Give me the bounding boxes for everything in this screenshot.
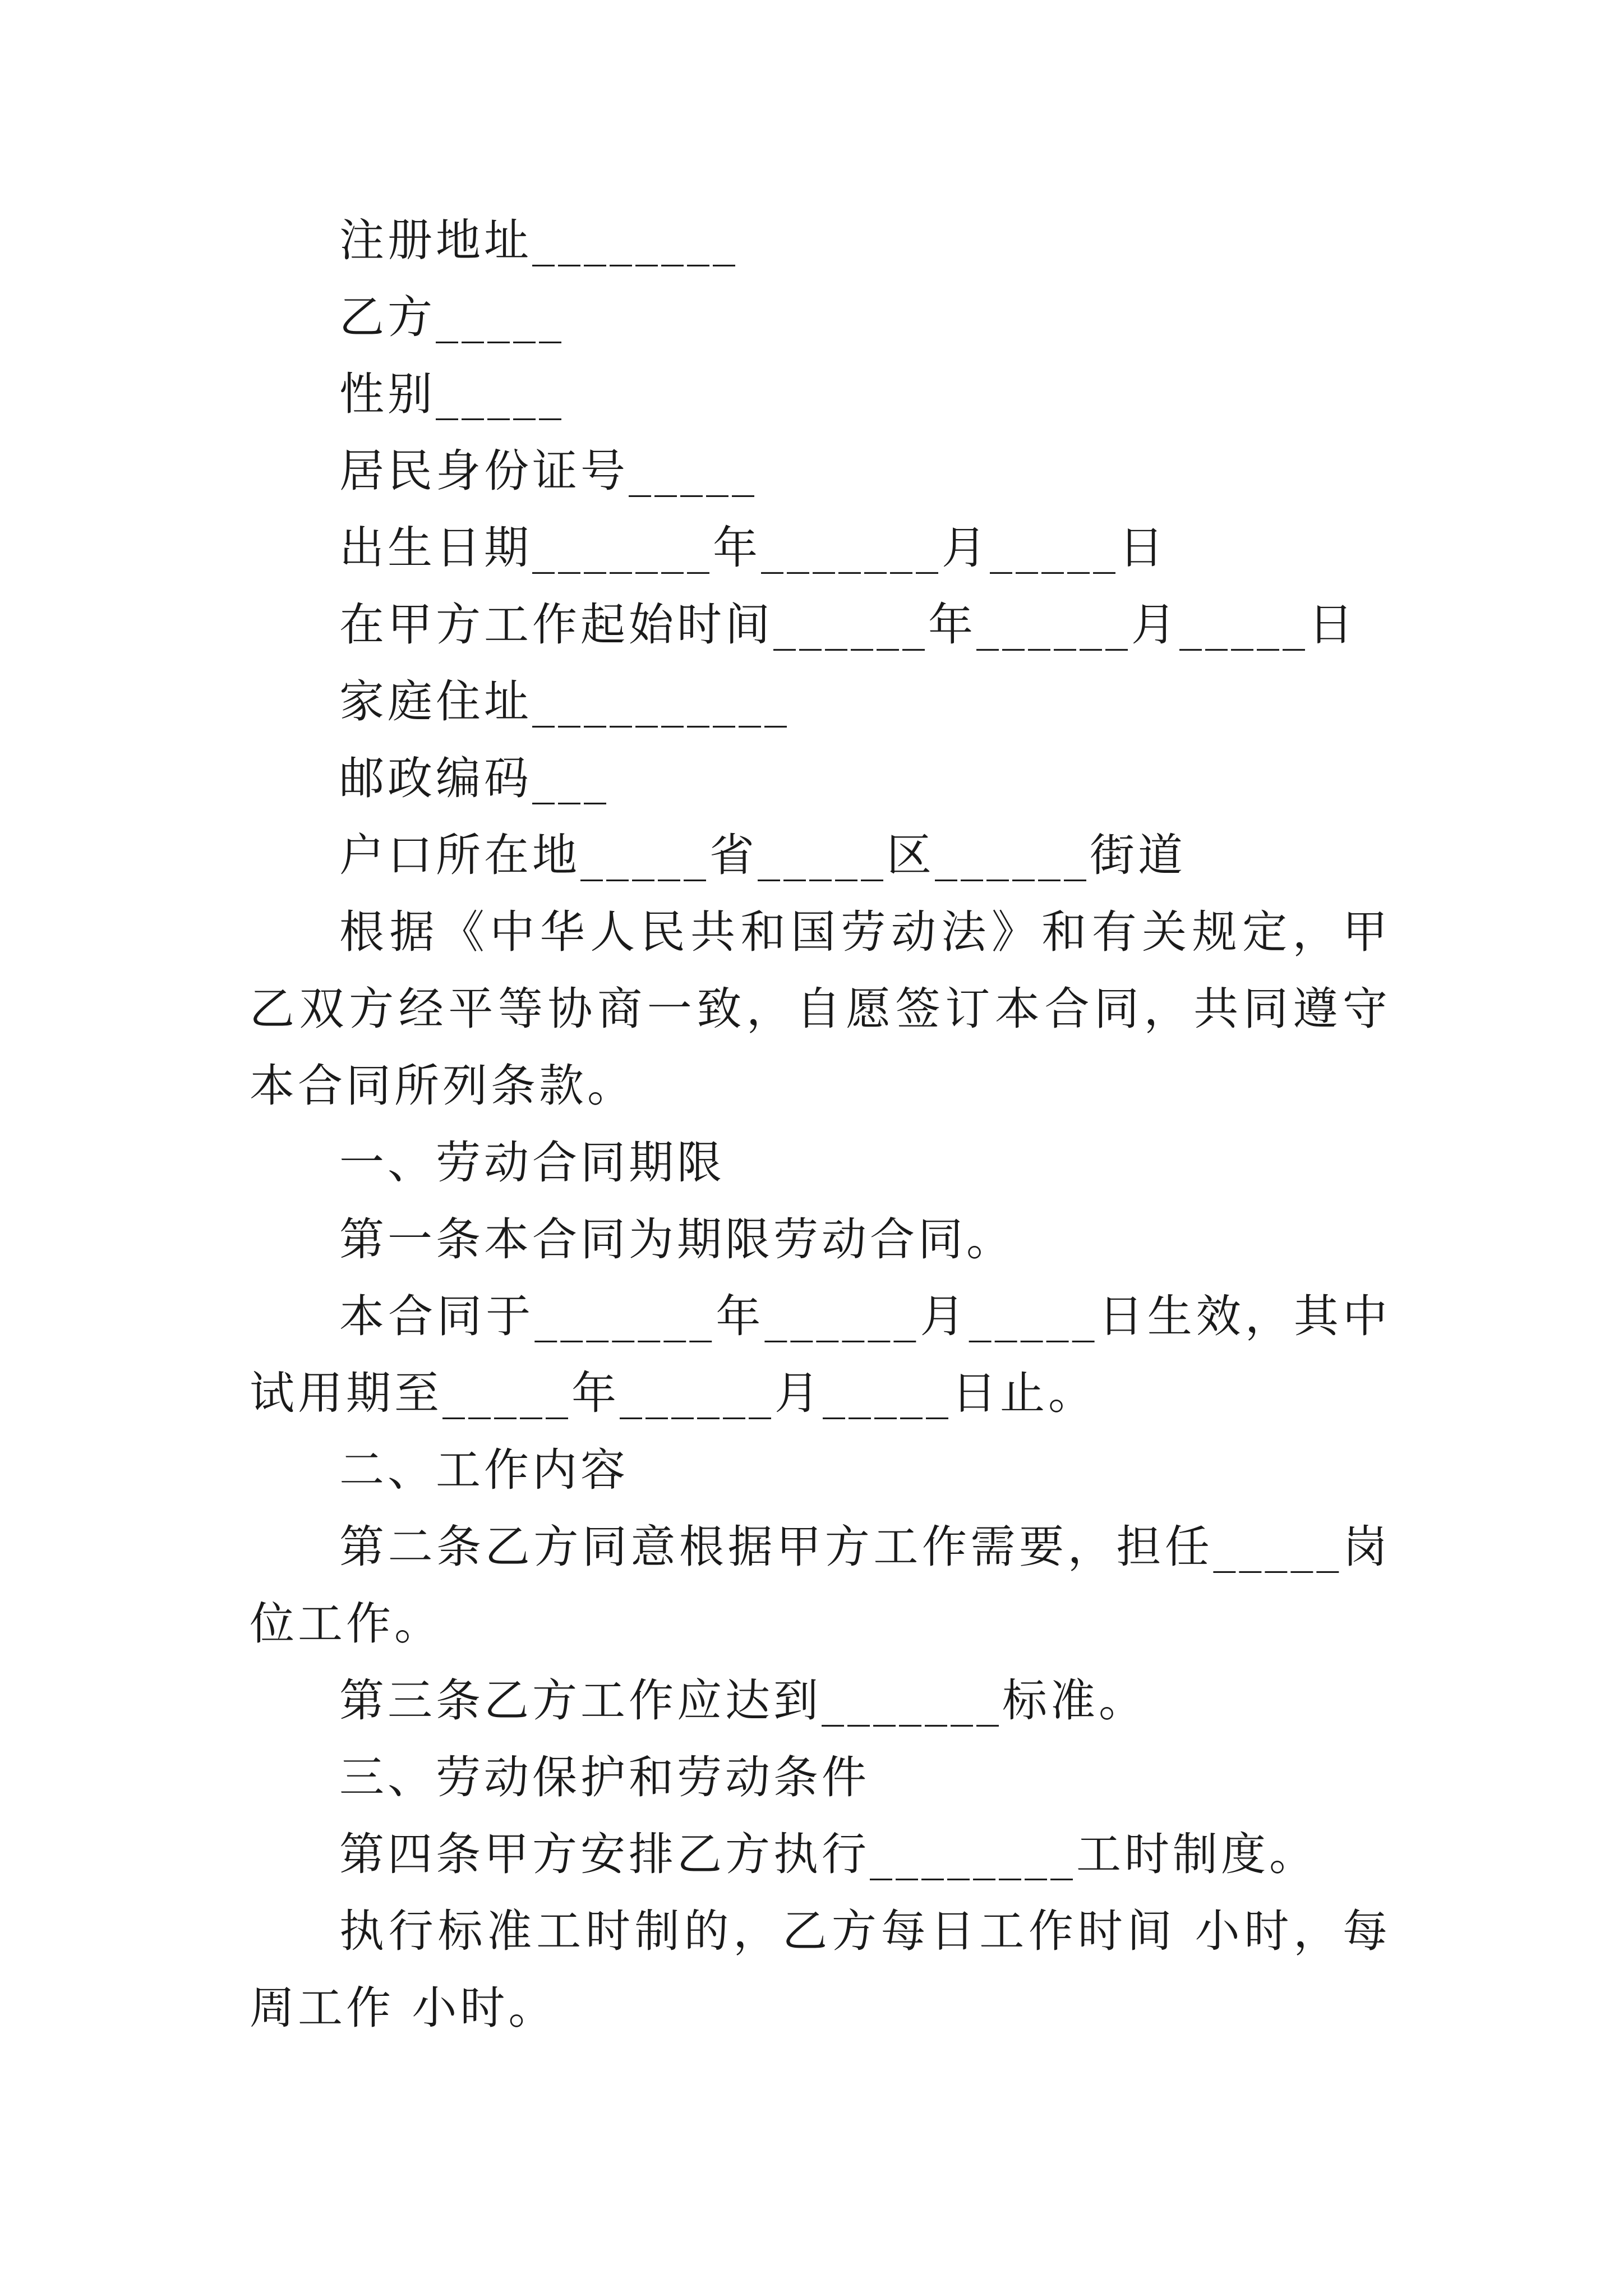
field-postal-code: 邮政编码___ — [339, 752, 610, 804]
article-2: 第二条乙方同意根据甲方工作需要，担任_____岗位工作。 — [250, 1521, 1391, 1650]
section-heading-term: 一、劳动合同期限 — [339, 1137, 725, 1189]
article-1: 第一条本合同为期限劳动合同。 — [339, 1213, 1015, 1266]
field-household-registration: 户口所在地_____省_____区______街道 — [339, 829, 1186, 881]
field-gender: 性别_____ — [339, 368, 565, 420]
section-heading-labor-protection: 三、劳动保护和劳动条件 — [339, 1751, 870, 1803]
section-heading-work-content: 二、工作内容 — [339, 1444, 629, 1496]
field-party-b: 乙方_____ — [339, 291, 565, 343]
paragraph-effective-date: 本合同于_______年______月_____日生效，其中试用期至_____年______月_____日止。 — [250, 1290, 1391, 1419]
document-body — [250, 202, 1391, 2046]
field-home-address: 家庭住址__________ — [339, 675, 790, 728]
paragraph-labor-law: 根据《中华人民共和国劳动法》和有关规定，甲乙双方经平等协商一致，自愿签订本合同，共同遵守本合同所列条款。 — [250, 906, 1391, 1112]
field-registered-address: 注册地址________ — [339, 214, 739, 266]
article-3: 第三条乙方工作应达到_______标准。 — [339, 1674, 1147, 1727]
field-id-number: 居民身份证号_____ — [339, 445, 758, 497]
field-birth-date: 出生日期_______年_______月_____日 — [339, 522, 1167, 574]
paragraph-working-hours: 执行标准工时制的，乙方每日工作时间 小时，每周工作 小时。 — [250, 1905, 1391, 2034]
article-4: 第四条甲方安排乙方执行________工时制度。 — [339, 1828, 1317, 1880]
field-start-date: 在甲方工作起始时间______年______月_____日 — [339, 599, 1357, 651]
